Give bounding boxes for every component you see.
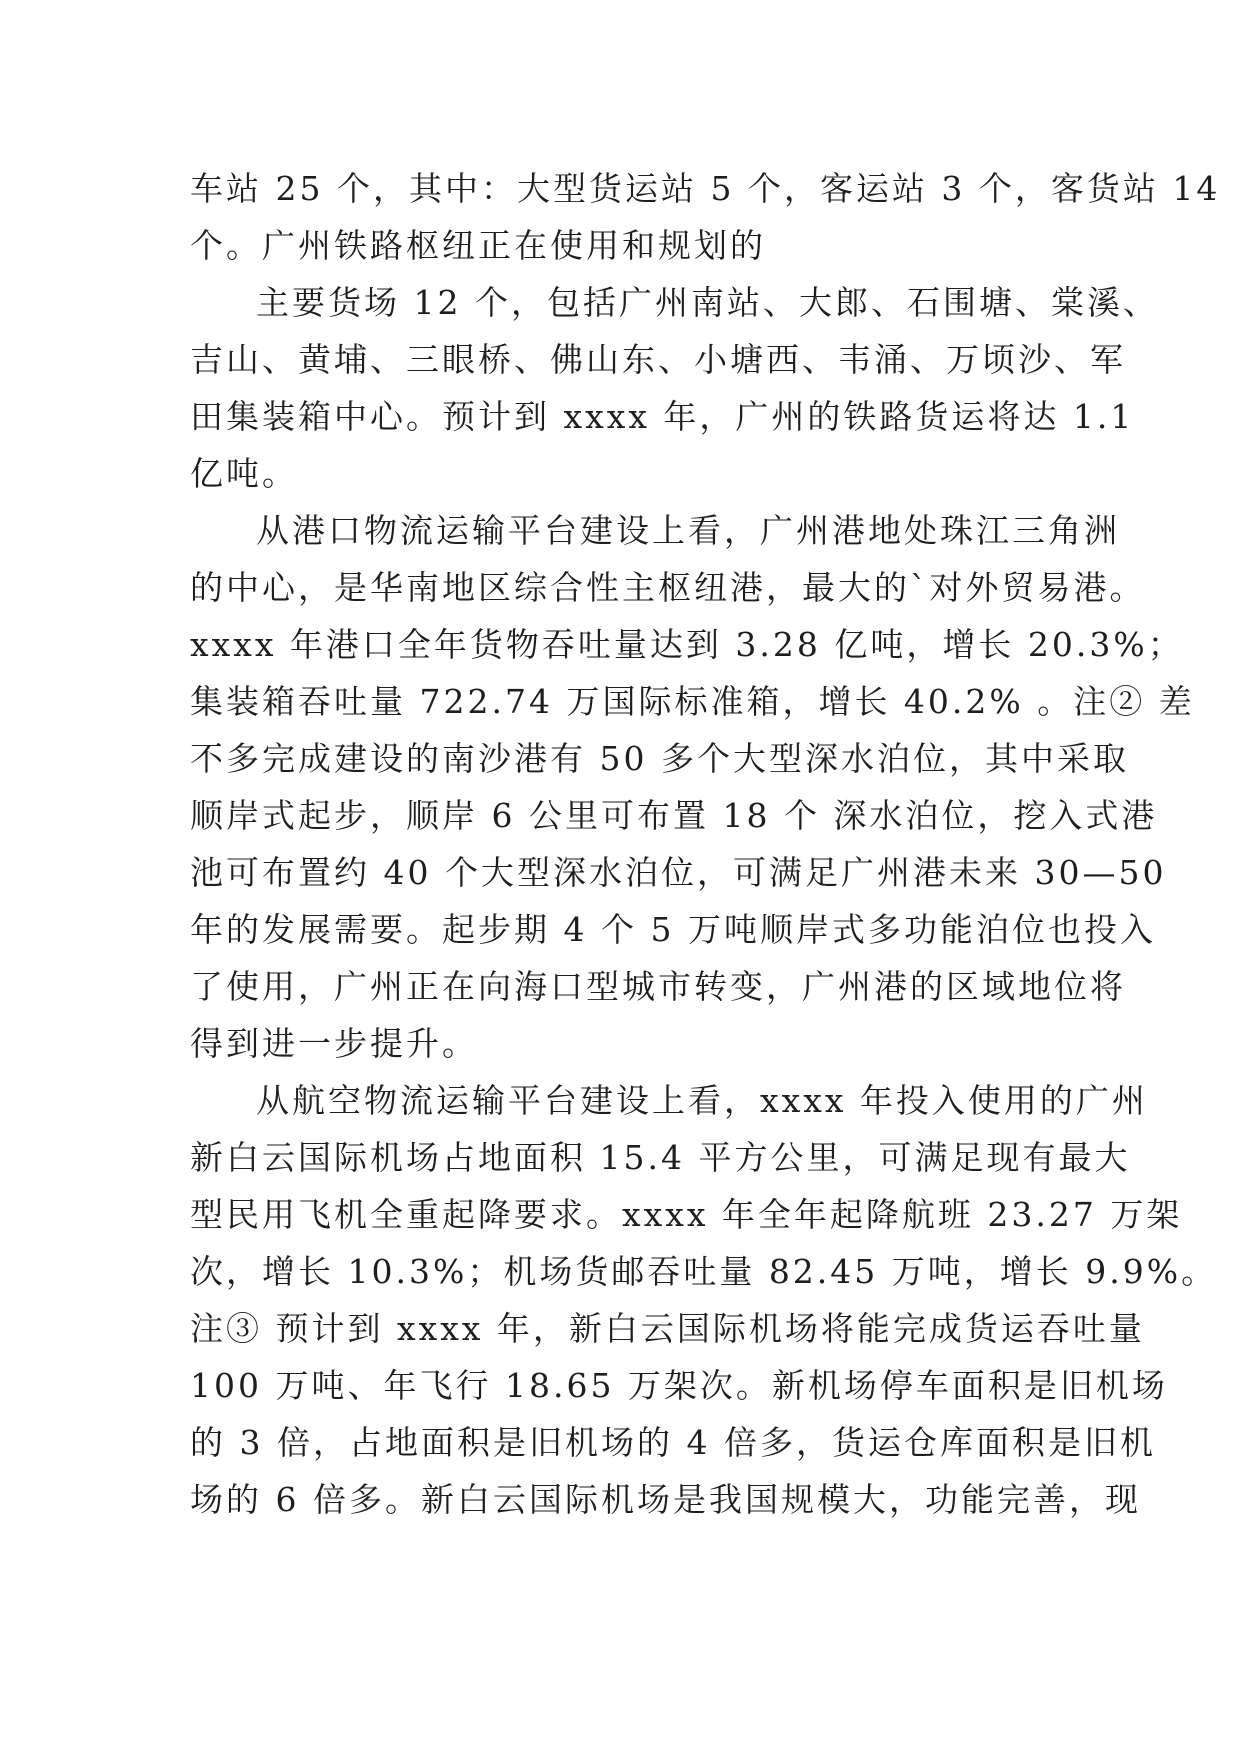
paragraph-first-line: 从航空物流运输平台建设上看，xxxx 年投入使用的广州	[256, 1081, 1148, 1120]
text-line: 的中心，是华南地区综合性主枢纽港，最大的`对外贸易港。	[190, 568, 1146, 607]
text-line: 车站 25 个，其中：大型货运站 5 个，客运站 3 个，客货站 14	[190, 169, 1221, 208]
text-line: 田集装箱中心。预计到 xxxx 年，广州的铁路货运将达 1.1	[190, 397, 1135, 436]
paragraph-first-line: 主要货场 12 个，包括广州南站、大郎、石围塘、棠溪、	[256, 283, 1159, 322]
text-line: 100 万吨、年飞行 18.65 万架次。新机场停车面积是旧机场	[190, 1366, 1168, 1405]
text-line: 池可布置约 40 个大型深水泊位，可满足广州港未来 30—50	[190, 853, 1167, 892]
text-line: 年的发展需要。起步期 4 个 5 万吨顺岸式多功能泊位也投入	[190, 910, 1156, 949]
text-line: 次，增长 10.3%；机场货邮吞吐量 82.45 万吨，增长 9.9%。	[190, 1252, 1218, 1291]
text-line: 集装箱吞吐量 722.74 万国际标准箱，增长 40.2% 。注② 差	[190, 682, 1195, 721]
text-line: 的 3 倍，占地面积是旧机场的 4 倍多，货运仓库面积是旧机	[190, 1423, 1156, 1462]
text-line: 不多完成建设的南沙港有 50 多个大型深水泊位，其中采取	[190, 739, 1129, 778]
text-line: 得到进一步提升。	[190, 1024, 478, 1063]
text-line: 了使用，广州正在向海口型城市转变，广州港的区域地位将	[190, 967, 1126, 1006]
body-text	[190, 160, 1221, 1528]
text-line: xxxx 年港口全年货物吞吐量达到 3.28 亿吨，增长 20.3%；	[190, 625, 1184, 664]
paragraph-first-line: 从港口物流运输平台建设上看，广州港地处珠江三角洲	[256, 511, 1120, 550]
text-line: 亿吨。	[190, 454, 298, 493]
text-line: 顺岸式起步，顺岸 6 公里可布置 18 个 深水泊位，挖入式港	[190, 796, 1158, 835]
text-line: 注③ 预计到 xxxx 年，新白云国际机场将能完成货运吞吐量	[190, 1309, 1145, 1348]
text-line: 新白云国际机场占地面积 15.4 平方公里，可满足现有最大	[190, 1138, 1131, 1177]
text-line: 场的 6 倍多。新白云国际机场是我国规模大，功能完善，现	[190, 1480, 1141, 1519]
text-line: 个。广州铁路枢纽正在使用和规划的	[190, 226, 766, 265]
text-line: 型民用飞机全重起降要求。xxxx 年全年起降航班 23.27 万架	[190, 1195, 1183, 1234]
text-line: 吉山、黄埔、三眼桥、佛山东、小塘西、韦涌、万顷沙、军	[190, 340, 1126, 379]
